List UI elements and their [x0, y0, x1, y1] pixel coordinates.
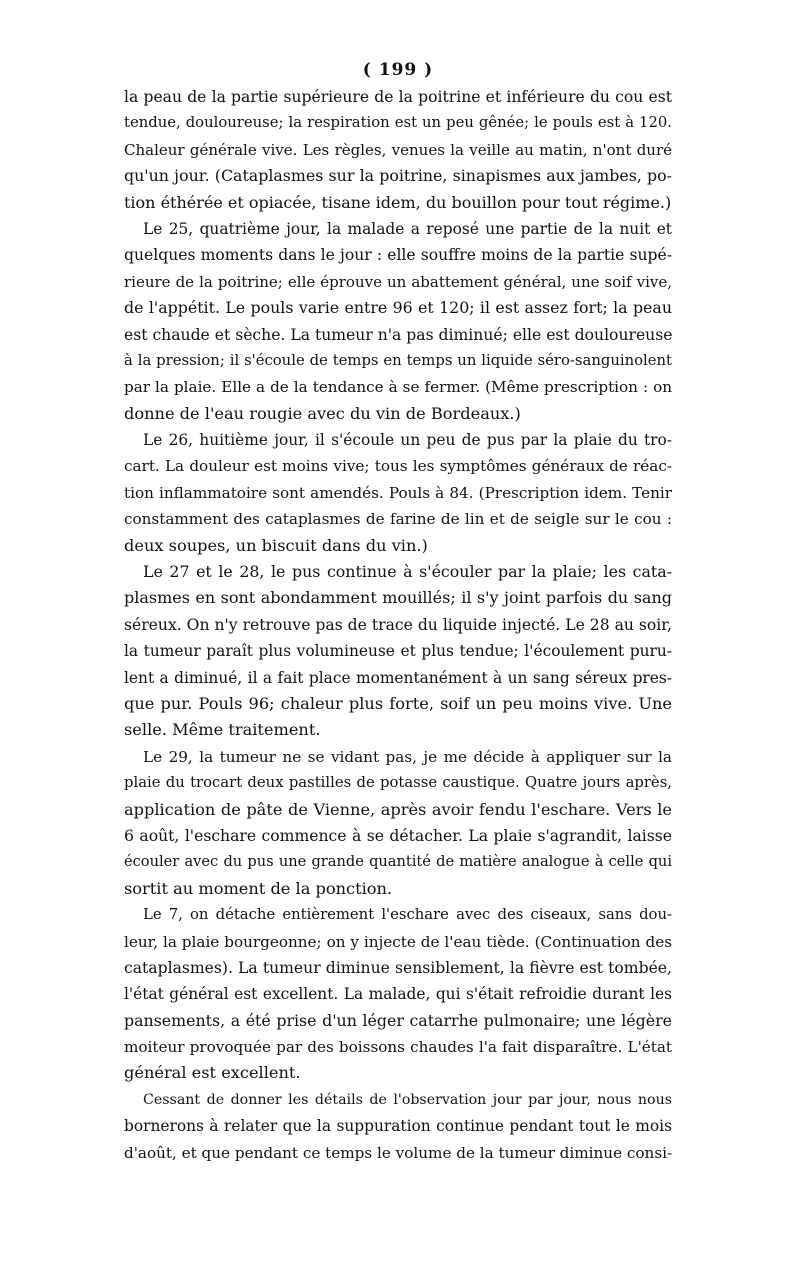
text-line: moiteur provoquée par des boissons chaudes l'a fait disparaître. L'état	[124, 1038, 672, 1057]
text-line: cart. La douleur est moins vive; tous les symptômes généraux de réac-	[124, 457, 672, 476]
text-line: Cessant de donner les détails de l'observation jour par jour, nous nous	[143, 1091, 672, 1108]
text-line: tion éthérée et opiacée, tisane idem, du bouillon pour tout régime.)	[124, 192, 672, 212]
text-line: séreux. On n'y retrouve pas de trace du liquide injecté. Le 28 au soir,	[124, 615, 672, 634]
text-line: général est excellent.	[124, 1063, 301, 1083]
text-line: application de pâte de Vienne, après avoir fendu l'eschare. Vers le	[124, 799, 672, 819]
text-line: Le 27 et le 28, le pus continue à s'écouler par la plaie; les cata-	[143, 562, 672, 582]
text-line: est chaude et sèche. La tumeur n'a pas diminué; elle est douloureuse	[124, 325, 673, 344]
text-line: Le 26, huitième jour, il s'écoule un peu de pus par la plaie du tro-	[143, 431, 672, 450]
text-line: plaie du trocart deux pastilles de potasse caustique. Quatre jours après,	[124, 774, 672, 792]
text-line: Chaleur générale vive. Les règles, venues la veille au matin, n'ont duré	[124, 140, 672, 159]
text-line: sortit au moment de la ponction.	[124, 878, 393, 898]
text-line: de l'appétit. Le pouls varie entre 96 et 120; il est assez fort; la peau	[124, 298, 672, 318]
body-text	[124, 84, 672, 1166]
page-number: ( 199 )	[362, 60, 434, 80]
text-line: l'état général est excellent. La malade, qui s'était refroidie durant les	[124, 985, 672, 1004]
text-line: bornerons à relater que la suppuration continue pendant tout le mois	[124, 1117, 672, 1136]
text-line: leur, la plaie bourgeonne; on y injecte de l'eau tiède. (Continuation des	[124, 932, 672, 951]
text-line: écouler avec du pus une grande quantité de matière analogue à celle qui	[124, 853, 672, 871]
text-line: 6 août, l'eschare commence à se détacher. La plaie s'agrandit, laisse	[124, 826, 672, 845]
text-line: rieure de la poitrine; elle éprouve un abattement général, une soif vive,	[124, 272, 672, 291]
text-line: donne de l'eau rougie avec du vin de Bordeaux.)	[124, 403, 521, 423]
text-line: quelques moments dans le jour : elle souffre moins de la partie supé-	[124, 246, 672, 265]
text-line: par la plaie. Elle a de la tendance à se fermer. (Même prescription : on	[124, 378, 672, 397]
text-line: deux soupes, un biscuit dans du vin.)	[124, 535, 428, 555]
text-line: tendue, douloureuse; la respiration est un peu gênée; le pouls est à 120.	[124, 114, 672, 132]
text-line: d'août, et que pendant ce temps le volume de la tumeur diminue consi-	[124, 1143, 673, 1162]
text-line: constamment des cataplasmes de farine de lin et de seigle sur le cou :	[124, 510, 672, 529]
text-line: qu'un jour. (Cataplasmes sur la poitrine, sinapismes aux jambes, po-	[124, 166, 672, 186]
text-line: la peau de la partie supérieure de la poitrine et inférieure du cou est	[124, 88, 672, 106]
text-line: la tumeur paraît plus volumineuse et plus tendue; l'écoulement puru-	[124, 642, 672, 661]
text-line: que pur. Pouls 96; chaleur plus forte, soif un peu moins vive. Une	[124, 693, 672, 713]
text-line: tion inflammatoire sont amendés. Pouls à 84. (Prescription idem. Tenir	[124, 483, 672, 502]
text-line: Le 7, on détache entièrement l'eschare avec des ciseaux, sans dou-	[143, 906, 672, 924]
text-line: à la pression; il s'écoule de temps en temps un liquide séro-sanguinolent	[124, 351, 672, 369]
book-page	[124, 60, 672, 1166]
text-line: lent a diminué, il a fait place momentanément à un sang séreux pres-	[124, 668, 672, 687]
text-line: pansements, a été prise d'un léger catarrhe pulmonaire; une légère	[124, 1010, 672, 1030]
text-line: selle. Même traitement.	[124, 720, 321, 740]
text-line: plasmes en sont abondamment mouillés; il s'y joint parfois du sang	[124, 588, 672, 608]
text-line: cataplasmes). La tumeur diminue sensiblement, la fièvre est tombée,	[124, 958, 672, 977]
text-line: Le 29, la tumeur ne se vidant pas, je me décide à appliquer sur la	[143, 747, 672, 766]
text-line: Le 25, quatrième jour, la malade a reposé une partie de la nuit et	[143, 219, 672, 238]
